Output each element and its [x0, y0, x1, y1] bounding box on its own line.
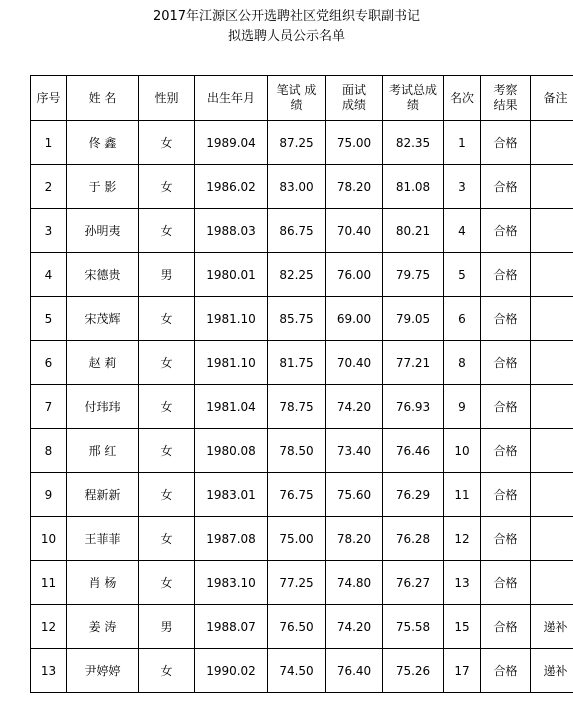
- cell-remark: [531, 517, 573, 561]
- candidate-table: [30, 75, 573, 693]
- header-seq: 序号: [31, 76, 67, 121]
- cell-review: 合格: [481, 473, 531, 517]
- header-row: [31, 76, 573, 121]
- cell-review: 合格: [481, 385, 531, 429]
- cell-rank: 13: [444, 561, 481, 605]
- cell-name: 付玮玮: [67, 385, 139, 429]
- cell-rank: 5: [444, 253, 481, 297]
- cell-written: 83.00: [268, 165, 326, 209]
- cell-birth: 1988.07: [195, 605, 268, 649]
- cell-written: 86.75: [268, 209, 326, 253]
- table-body: [31, 121, 573, 693]
- cell-total: 79.05: [383, 297, 444, 341]
- cell-remark: [531, 121, 573, 165]
- cell-total: 76.29: [383, 473, 444, 517]
- cell-interview: 78.20: [326, 165, 383, 209]
- header-interview-label: 面试 成绩: [341, 83, 366, 112]
- cell-gender: 女: [139, 209, 195, 253]
- cell-seq: 7: [31, 385, 67, 429]
- cell-total: 76.93: [383, 385, 444, 429]
- cell-written: 77.25: [268, 561, 326, 605]
- cell-review: 合格: [481, 605, 531, 649]
- cell-remark: [531, 297, 573, 341]
- document-title: 2017年江源区公开选聘社区党组织专职副书记: [152, 9, 421, 24]
- cell-total: 81.08: [383, 165, 444, 209]
- cell-seq: 13: [31, 649, 67, 693]
- cell-gender: 女: [139, 429, 195, 473]
- cell-rank: 4: [444, 209, 481, 253]
- header-total: [383, 76, 444, 121]
- cell-interview: 75.60: [326, 473, 383, 517]
- cell-review: 合格: [481, 561, 531, 605]
- cell-remark: [531, 209, 573, 253]
- cell-interview: 76.00: [326, 253, 383, 297]
- table-row: [31, 209, 573, 253]
- cell-seq: 2: [31, 165, 67, 209]
- table-row: [31, 429, 573, 473]
- cell-seq: 9: [31, 473, 67, 517]
- cell-total: 80.21: [383, 209, 444, 253]
- cell-interview: 74.20: [326, 605, 383, 649]
- header-written: [268, 76, 326, 121]
- cell-seq: 10: [31, 517, 67, 561]
- table-row: [31, 297, 573, 341]
- cell-name: 宋德贵: [67, 253, 139, 297]
- cell-rank: 9: [444, 385, 481, 429]
- cell-interview: 73.40: [326, 429, 383, 473]
- cell-birth: 1980.08: [195, 429, 268, 473]
- header-name: 姓 名: [67, 76, 139, 121]
- cell-name: 程新新: [67, 473, 139, 517]
- cell-interview: 76.40: [326, 649, 383, 693]
- cell-remark: [531, 385, 573, 429]
- cell-remark: [531, 429, 573, 473]
- cell-written: 85.75: [268, 297, 326, 341]
- document-subtitle: 拟选聘人员公示名单: [227, 29, 345, 44]
- header-gender: 性别: [139, 76, 195, 121]
- cell-review: 合格: [481, 429, 531, 473]
- cell-birth: 1983.01: [195, 473, 268, 517]
- cell-review: 合格: [481, 165, 531, 209]
- table-row: [31, 385, 573, 429]
- cell-seq: 3: [31, 209, 67, 253]
- cell-interview: 74.20: [326, 385, 383, 429]
- cell-seq: 8: [31, 429, 67, 473]
- cell-gender: 女: [139, 121, 195, 165]
- cell-review: 合格: [481, 341, 531, 385]
- cell-written: 82.25: [268, 253, 326, 297]
- cell-seq: 12: [31, 605, 67, 649]
- header-review: [481, 76, 531, 121]
- cell-seq: 1: [31, 121, 67, 165]
- cell-rank: 6: [444, 297, 481, 341]
- cell-written: 87.25: [268, 121, 326, 165]
- cell-total: 77.21: [383, 341, 444, 385]
- cell-seq: 11: [31, 561, 67, 605]
- cell-gender: 女: [139, 517, 195, 561]
- cell-interview: 74.80: [326, 561, 383, 605]
- cell-birth: 1986.02: [195, 165, 268, 209]
- cell-birth: 1981.10: [195, 341, 268, 385]
- table-row: [31, 561, 573, 605]
- cell-birth: 1980.01: [195, 253, 268, 297]
- cell-review: 合格: [481, 297, 531, 341]
- cell-name: 于 影: [67, 165, 139, 209]
- header-total-label: 考试总成 绩: [388, 83, 437, 112]
- cell-gender: 女: [139, 297, 195, 341]
- cell-remark: [531, 561, 573, 605]
- cell-name: 宋茂辉: [67, 297, 139, 341]
- cell-remark: 递补: [531, 649, 573, 693]
- cell-rank: 10: [444, 429, 481, 473]
- cell-birth: 1989.04: [195, 121, 268, 165]
- cell-name: 孙明夷: [67, 209, 139, 253]
- header-review-label: 考察 结果: [493, 83, 518, 112]
- table-row: [31, 253, 573, 297]
- cell-written: 76.75: [268, 473, 326, 517]
- cell-name: 王菲菲: [67, 517, 139, 561]
- cell-birth: 1988.03: [195, 209, 268, 253]
- cell-interview: 75.00: [326, 121, 383, 165]
- table-row: [31, 605, 573, 649]
- cell-total: 79.75: [383, 253, 444, 297]
- cell-seq: 6: [31, 341, 67, 385]
- cell-gender: 男: [139, 253, 195, 297]
- table-row: [31, 649, 573, 693]
- header-birth: 出生年月: [195, 76, 268, 121]
- cell-name: 尹婷婷: [67, 649, 139, 693]
- cell-total: 75.58: [383, 605, 444, 649]
- cell-rank: 1: [444, 121, 481, 165]
- cell-interview: 70.40: [326, 341, 383, 385]
- cell-name: 邢 红: [67, 429, 139, 473]
- cell-total: 76.28: [383, 517, 444, 561]
- cell-seq: 5: [31, 297, 67, 341]
- header-interview: [326, 76, 383, 121]
- cell-review: 合格: [481, 253, 531, 297]
- cell-total: 82.35: [383, 121, 444, 165]
- table-row: [31, 165, 573, 209]
- header-written-label: 笔试 成绩: [276, 83, 317, 112]
- cell-gender: 女: [139, 165, 195, 209]
- cell-birth: 1983.10: [195, 561, 268, 605]
- cell-gender: 女: [139, 341, 195, 385]
- header-remark: 备注: [531, 76, 573, 121]
- cell-rank: 8: [444, 341, 481, 385]
- cell-interview: 69.00: [326, 297, 383, 341]
- cell-name: 赵 莉: [67, 341, 139, 385]
- cell-seq: 4: [31, 253, 67, 297]
- cell-review: 合格: [481, 517, 531, 561]
- cell-gender: 女: [139, 561, 195, 605]
- cell-gender: 女: [139, 649, 195, 693]
- cell-review: 合格: [481, 649, 531, 693]
- cell-written: 78.75: [268, 385, 326, 429]
- cell-interview: 78.20: [326, 517, 383, 561]
- cell-gender: 女: [139, 385, 195, 429]
- cell-birth: 1981.10: [195, 297, 268, 341]
- cell-remark: [531, 341, 573, 385]
- cell-remark: [531, 165, 573, 209]
- cell-interview: 70.40: [326, 209, 383, 253]
- cell-rank: 11: [444, 473, 481, 517]
- table-row: [31, 341, 573, 385]
- table-row: [31, 473, 573, 517]
- cell-gender: 女: [139, 473, 195, 517]
- cell-review: 合格: [481, 209, 531, 253]
- cell-rank: 12: [444, 517, 481, 561]
- cell-review: 合格: [481, 121, 531, 165]
- cell-rank: 15: [444, 605, 481, 649]
- cell-remark: [531, 473, 573, 517]
- cell-written: 76.50: [268, 605, 326, 649]
- cell-birth: 1987.08: [195, 517, 268, 561]
- cell-written: 75.00: [268, 517, 326, 561]
- cell-written: 81.75: [268, 341, 326, 385]
- cell-rank: 17: [444, 649, 481, 693]
- cell-rank: 3: [444, 165, 481, 209]
- cell-written: 74.50: [268, 649, 326, 693]
- cell-name: 肖 杨: [67, 561, 139, 605]
- cell-birth: 1990.02: [195, 649, 268, 693]
- cell-name: 姜 涛: [67, 605, 139, 649]
- cell-name: 佟 鑫: [67, 121, 139, 165]
- cell-total: 76.27: [383, 561, 444, 605]
- cell-total: 75.26: [383, 649, 444, 693]
- table-row: [31, 121, 573, 165]
- cell-birth: 1981.04: [195, 385, 268, 429]
- header-rank: 名次: [444, 76, 481, 121]
- cell-written: 78.50: [268, 429, 326, 473]
- table-row: [31, 517, 573, 561]
- cell-remark: [531, 253, 573, 297]
- cell-total: 76.46: [383, 429, 444, 473]
- cell-remark: 递补: [531, 605, 573, 649]
- cell-gender: 男: [139, 605, 195, 649]
